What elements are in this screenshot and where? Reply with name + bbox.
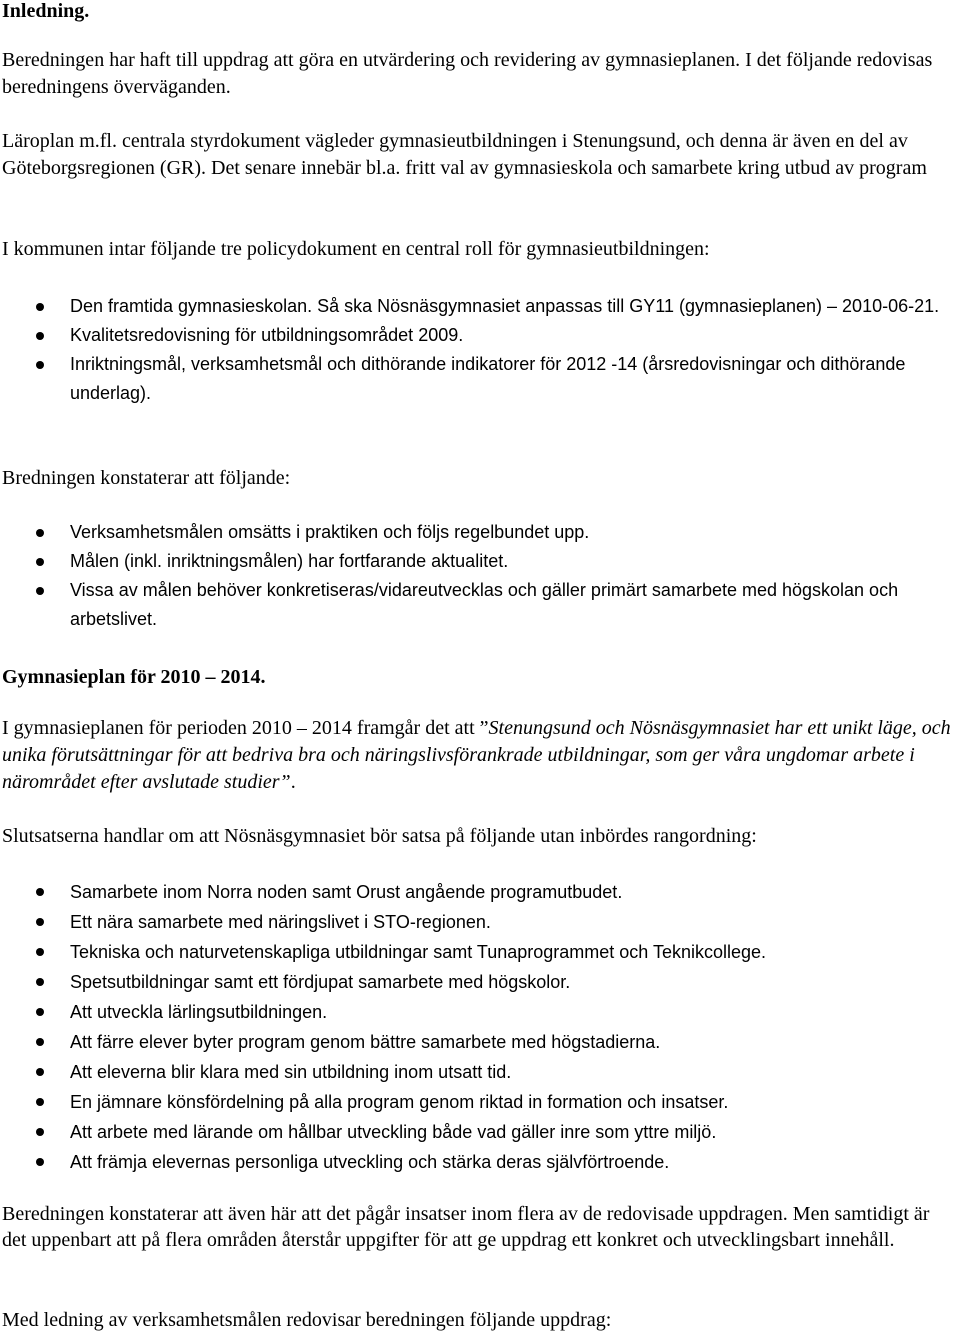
bullet-icon [36,1128,44,1136]
list-item: Kvalitetsredovisning för utbildningsområdet 2009. [0,321,952,350]
bullet-icon [36,529,44,537]
section-heading-gymnasieplan: Gymnasieplan för 2010 – 2014. [2,666,266,688]
bullet-icon [36,1158,44,1166]
bullet-icon [36,1038,44,1046]
list-item: Att främja elevernas personliga utveckling och stärka deras självförtroende. [0,1147,952,1177]
paragraph-uppdrag: Beredningen har haft till uppdrag att göra en utvärdering och revidering av gymnasieplanen. I det följande redovisas beredningens överväganden. [2,49,933,98]
policy-document-list [0,292,952,408]
paragraph-laroplan: Läroplan m.fl. centrala styrdokument vägleder gymnasieutbildningen i Stenungsund, och denna är även en del av Göteborgsregionen (GR). Det senare innebär bl.a. fritt val av gymnasieskola och samarbete kring utbud av program [2,130,927,179]
bullet-icon [36,978,44,986]
bullet-icon [36,1008,44,1016]
list-item: Samarbete inom Norra noden samt Orust angående programutbudet. [0,877,952,907]
list-item: Tekniska och naturvetenskapliga utbildningar samt Tunaprogrammet och Teknikcollege. [0,937,952,967]
quote-end: . [290,771,296,793]
paragraph-insatser: Beredningen konstaterar att även här att det pågår insatser inom flera av de redovisade uppdragen. Men samtidigt är det uppenbart att på flera områden återstår uppgifter för att ge uppdrag ett konkret och utvecklingsbart innehåll. [2,1203,930,1251]
section-heading-inledning: Inledning. [2,0,90,22]
list-item: Ett nära samarbete med näringslivet i STO-regionen. [0,907,952,937]
bullet-icon [36,558,44,566]
list-item: Den framtida gymnasieskolan. Så ska Nösnäsgymnasiet anpassas till GY11 (gymnasieplanen) – 2010-06-21. [0,292,952,321]
quote-italic: Stenungsund och Nösnäsgymnasiet har ett unikt läge, och unika förutsättningar för att bedriva bra och näringslivsförankrade utbildningar, som ger våra ungdomar arbete i närområdet efter avslutade studier” [2,717,951,793]
list-item: Verksamhetsmålen omsätts i praktiken och följs regelbundet upp. [0,518,952,547]
bullet-icon [36,948,44,956]
bullet-icon [36,332,44,340]
list-item: Vissa av målen behöver konkretiseras/vidareutvecklas och gäller primärt samarbete med högskolan och arbetslivet. [0,576,952,634]
paragraph-policydokument: I kommunen intar följande tre policydokument en central roll för gymnasieutbildningen: [2,238,710,260]
paragraph-slutsatser: Slutsatserna handlar om att Nösnäsgymnasiet bör satsa på följande utan inbördes rangordning: [2,825,757,847]
conclusions-list [0,877,952,1177]
findings-list [0,518,952,634]
bullet-icon [36,918,44,926]
list-item: Inriktningsmål, verksamhetsmål och dithörande indikatorer för 2012 -14 (årsredovisningar och dithörande underlag). [0,350,952,408]
bullet-icon [36,888,44,896]
list-item: Att arbete med lärande om hållbar utveckling både vad gäller inre som yttre miljö. [0,1117,952,1147]
list-item: Att eleverna blir klara med sin utbildning inom utsatt tid. [0,1057,952,1087]
bullet-icon [36,361,44,369]
list-item: Målen (inkl. inriktningsmålen) har fortfarande aktualitet. [0,547,952,576]
list-item: En jämnare könsfördelning på alla program genom riktad in formation och insatser. [0,1087,952,1117]
list-item: Spetsutbildningar samt ett fördjupat samarbete med högskolor. [0,967,952,997]
bullet-icon [36,1098,44,1106]
list-item: Att färre elever byter program genom bättre samarbete med högstadierna. [0,1027,952,1057]
paragraph-gymnasieplan-quote [2,715,954,796]
bullet-icon [36,303,44,311]
paragraph-konstaterar: Bredningen konstaterar att följande: [2,467,291,489]
bullet-icon [36,1068,44,1076]
list-item: Att utveckla lärlingsutbildningen. [0,997,952,1027]
paragraph-uppdrag-ledning: Med ledning av verksamhetsmålen redovisar beredningen följande uppdrag: [2,1309,612,1331]
bullet-icon [36,587,44,595]
quote-lead: I gymnasieplanen för perioden 2010 – 2014 framgår det att ” [2,717,489,739]
